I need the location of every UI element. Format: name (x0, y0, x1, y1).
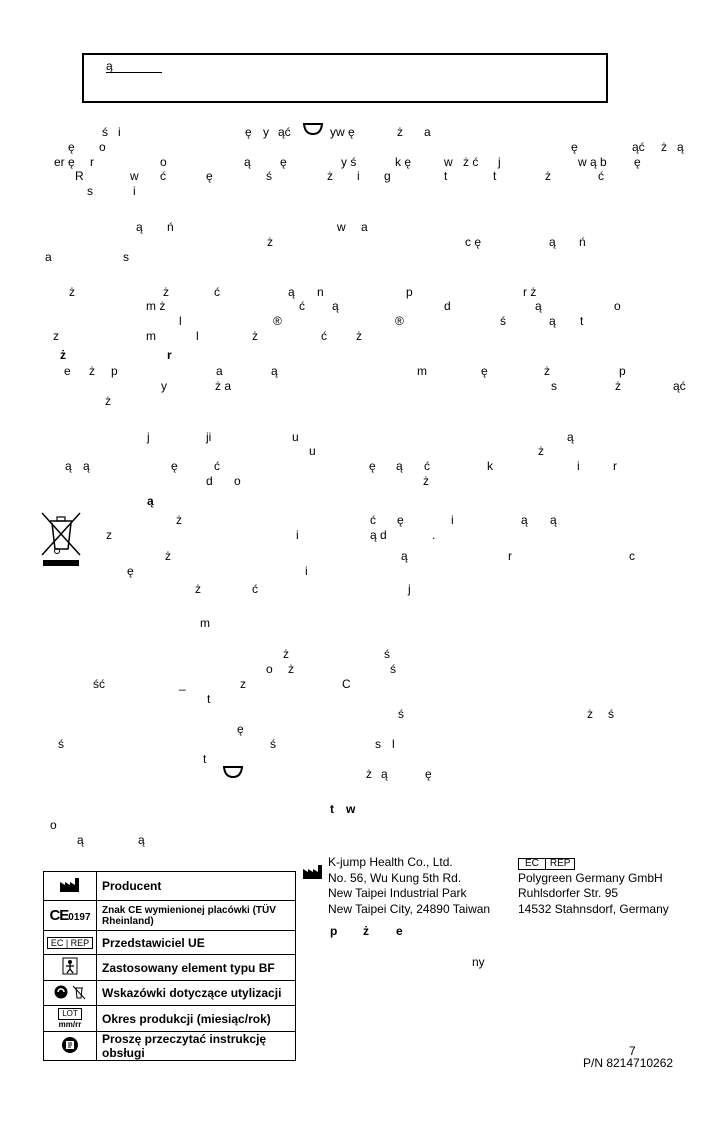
text-fragment: ąć (632, 140, 645, 154)
text-fragment: o (99, 140, 106, 154)
symbol-row (44, 1032, 296, 1061)
text-fragment: s (87, 184, 93, 198)
text-fragment: t (207, 692, 211, 706)
text-fragment: o (160, 155, 167, 169)
text-fragment: ą (83, 459, 90, 473)
text-fragment: ę (397, 513, 404, 527)
text-fragment: ż (545, 169, 551, 183)
text-fragment: m (417, 364, 427, 378)
text-fragment: k (487, 459, 493, 473)
ec-rep-badge-right: REP (546, 858, 576, 870)
text-fragment: i (451, 513, 454, 527)
text-fragment: ś (398, 707, 404, 721)
text-fragment: e (64, 364, 71, 378)
text-fragment: z (53, 329, 59, 343)
text-fragment: n (317, 285, 324, 299)
text-fragment: ę (68, 140, 75, 154)
text-fragment: ą (677, 140, 684, 154)
ec-rep-icon: EC | REP (44, 931, 97, 955)
text-fragment: ś (266, 169, 272, 183)
header-box-text: ą (106, 59, 113, 73)
text-fragment: l (196, 329, 199, 343)
text-fragment: l (179, 314, 182, 328)
text-fragment: ąć (673, 379, 686, 393)
text-fragment: g (384, 169, 391, 183)
factory-icon (44, 872, 97, 901)
text-fragment: j (408, 582, 411, 596)
text-fragment: i (133, 184, 136, 198)
text-fragment: ę (127, 564, 134, 578)
ec-rep-badge-left: EC (518, 858, 546, 870)
text-fragment: ą (271, 364, 278, 378)
text-fragment: m (200, 616, 210, 630)
text-fragment: ą (567, 430, 574, 444)
text-fragment: ą (77, 833, 84, 847)
text-fragment: ą (332, 299, 339, 313)
text-fragment: ść (93, 677, 105, 691)
ec-rep-line: Polygreen Germany GmbH (518, 870, 663, 885)
ec-rep-line: Ruhlsdorfer Str. 95 (518, 886, 619, 900)
probe-tip-icon (222, 766, 244, 778)
text-fragment: ą (401, 549, 408, 563)
text-fragment: r (613, 459, 617, 473)
text-fragment: ż (252, 329, 258, 343)
symbol-row (44, 931, 296, 955)
text-fragment: a (361, 220, 368, 234)
manufacturer-address (328, 855, 490, 917)
text-fragment: ą (381, 767, 388, 781)
lot-icon: LOT mm/rr (44, 1006, 97, 1032)
symbol-label: Zastosowany element typu BF (97, 955, 296, 981)
text-fragment: o (614, 299, 621, 313)
text-fragment: p (111, 364, 118, 378)
text-fragment: yw ę (330, 125, 355, 139)
text-fragment: w (337, 220, 346, 234)
header-box (82, 53, 608, 103)
text-fragment: ą (549, 235, 556, 249)
text-fragment: ą (138, 833, 145, 847)
text-fragment: t (444, 169, 448, 183)
text-fragment: i (577, 459, 580, 473)
text-fragment: ż (165, 549, 171, 563)
text-fragment: ę (425, 767, 432, 781)
text-fragment: i (357, 169, 360, 183)
text-fragment: a (424, 125, 431, 139)
text-fragment: ż (538, 444, 544, 458)
text-fragment: j (498, 155, 501, 169)
text-fragment: ń (167, 220, 174, 234)
text-fragment: ż (366, 767, 372, 781)
text-fragment: z (240, 677, 246, 691)
ec-rep-line: 14532 Stahnsdorf, Germany (518, 901, 669, 916)
text-fragment: t (493, 169, 497, 183)
text-fragment: m ż (146, 299, 166, 313)
text-fragment: s (551, 379, 557, 393)
text-fragment: ę (280, 155, 287, 169)
text-fragment: y (263, 125, 269, 139)
text-fragment: ą (550, 513, 557, 527)
symbol-label: Okres produkcji (miesiąc/rok) (97, 1006, 296, 1032)
text-fragment: ą (65, 459, 72, 473)
text-fragment: r ż (523, 285, 537, 299)
recycle-icon (44, 981, 97, 1006)
text-fragment: u (292, 430, 299, 444)
part-number: P/N 8214710262 (583, 1056, 674, 1070)
text-fragment: ę (481, 364, 488, 378)
text-fragment: ż (544, 364, 550, 378)
text-fragment: ż (288, 662, 294, 676)
text-fragment: l (392, 737, 395, 751)
text-fragment: j (147, 430, 150, 444)
symbol-label: Producent (97, 872, 296, 901)
manufacturer-line: New Taipei City, 24890 Taiwan (328, 901, 491, 916)
text-fragment: e (396, 924, 403, 938)
text-fragment: m (146, 329, 156, 343)
symbol-label: Proszę przeczytać instrukcję obsługi (97, 1032, 296, 1061)
text-fragment: _ (179, 677, 186, 691)
ce-mark-icon: CE0197 (44, 901, 97, 931)
text-fragment: R (75, 169, 84, 183)
text-fragment: r (508, 549, 512, 563)
text-fragment: s (375, 737, 381, 751)
text-fragment: ji (206, 430, 212, 444)
text-fragment: er ę (54, 155, 75, 169)
text-fragment: t (203, 752, 207, 766)
text-fragment: ś (58, 737, 64, 751)
text-fragment: ą d (370, 528, 387, 542)
text-fragment: ą (396, 459, 403, 473)
text-fragment: k ę (395, 155, 412, 169)
text-fragment: ż (69, 285, 75, 299)
manufacturer-line: No. 56, Wu Kung 5th Rd. (328, 870, 462, 885)
text-fragment: ć (252, 582, 258, 596)
text-fragment: ż (60, 348, 66, 362)
text-fragment: ż (89, 364, 95, 378)
text-fragment: ś (102, 125, 108, 139)
text-fragment: i (118, 125, 121, 139)
text-fragment: ż (267, 235, 273, 249)
text-fragment: ż (587, 707, 593, 721)
text-fragment: ę (237, 722, 244, 736)
text-fragment: ć (424, 459, 430, 473)
text-fragment: ś (500, 314, 506, 328)
manufacturer-line: New Taipei Industrial Park (328, 886, 467, 900)
text-fragment: p (619, 364, 626, 378)
probe-tip-icon (302, 123, 324, 135)
text-fragment: o (234, 474, 241, 488)
text-fragment: a (216, 364, 223, 378)
text-fragment: d (444, 299, 451, 313)
text-fragment: ą (136, 220, 143, 234)
text-fragment: ć (321, 329, 327, 343)
text-fragment: ć (214, 285, 220, 299)
text-fragment: p (330, 924, 338, 938)
text-fragment: ż (283, 647, 289, 661)
text-fragment: ś (608, 707, 614, 721)
text-fragment: ąć (278, 125, 291, 139)
text-fragment: ż a (215, 379, 232, 393)
text-fragment: ą (288, 285, 295, 299)
text-fragment: w ą b (578, 155, 607, 169)
text-fragment: ż (163, 285, 169, 299)
text-fragment: ż (176, 513, 182, 527)
symbol-row (44, 981, 296, 1006)
text-fragment: p (406, 285, 413, 299)
text-fragment: ć (160, 169, 166, 183)
text-fragment: y (161, 379, 167, 393)
text-fragment: d (206, 474, 213, 488)
text-fragment: y ś (341, 155, 357, 169)
text-fragment: r (167, 348, 172, 362)
symbol-label: Wskazówki dotyczące utylizacji (97, 981, 296, 1006)
text-fragment: c ę (465, 235, 482, 249)
text-fragment: o (50, 818, 57, 832)
text-fragment: z (106, 528, 112, 542)
text-fragment: a (45, 250, 52, 264)
text-fragment: ę (245, 125, 252, 139)
symbol-label: Przedstawiciel UE (97, 931, 296, 955)
text-fragment: ż ć (463, 155, 479, 169)
text-fragment: C (342, 677, 351, 691)
text-fragment: ą (244, 155, 251, 169)
manufacturer-line: K-jump Health Co., Ltd. (328, 855, 453, 869)
text-fragment: ż (356, 329, 362, 343)
text-fragment: ą (521, 513, 528, 527)
weee-bin-icon (40, 511, 82, 569)
symbols-table (43, 871, 296, 1061)
text-fragment: ć (598, 169, 604, 183)
factory-icon (302, 864, 324, 880)
text-fragment: w (130, 169, 139, 183)
text-fragment: s (123, 250, 129, 264)
ec-rep-address (518, 855, 669, 917)
text-fragment: ć (370, 513, 376, 527)
symbol-row (44, 955, 296, 981)
text-fragment: t (580, 314, 584, 328)
text-fragment: i (305, 564, 308, 578)
text-fragment: u (309, 444, 316, 458)
text-fragment: r (90, 155, 94, 169)
text-fragment: ś (384, 647, 390, 661)
text-fragment: ę (571, 140, 578, 154)
text-fragment: c (629, 549, 635, 563)
page-number: 7 (629, 1044, 636, 1058)
text-fragment: ż (615, 379, 621, 393)
text-fragment: ą (549, 314, 556, 328)
text-fragment: ® (395, 314, 404, 328)
symbol-label: Znak CE wymienionej placówki (TÜV Rheinland) (97, 901, 296, 931)
text-fragment: ę (369, 459, 376, 473)
text-fragment: ż (195, 582, 201, 596)
text-fragment: ś (390, 662, 396, 676)
bf-part-icon (44, 955, 97, 981)
text-fragment: o (266, 662, 273, 676)
text-fragment: ń (579, 235, 586, 249)
header-underline (106, 72, 162, 73)
text-fragment: w (444, 155, 453, 169)
text-fragment: ż (661, 140, 667, 154)
text-fragment: ż (423, 474, 429, 488)
text-fragment: ż (327, 169, 333, 183)
text-fragment: ż (363, 924, 369, 938)
text-fragment: ć (214, 459, 220, 473)
text-fragment: i (296, 528, 299, 542)
text-fragment: ż (397, 125, 403, 139)
text-fragment: ę (634, 155, 641, 169)
symbol-row (44, 901, 296, 931)
text-fragment: ą (147, 494, 154, 508)
text-fragment: w (346, 802, 356, 816)
text-fragment: ś (270, 737, 276, 751)
text-fragment: ® (273, 314, 282, 328)
manual-icon (44, 1032, 97, 1061)
symbol-row (44, 1006, 296, 1032)
text-fragment: ę (171, 459, 178, 473)
text-fragment: ę (206, 169, 213, 183)
text-fragment: ny (472, 955, 485, 969)
text-fragment: ć (299, 299, 305, 313)
text-fragment: ą (535, 299, 542, 313)
symbol-row (44, 872, 296, 901)
text-fragment: . (432, 528, 436, 542)
text-fragment: t (330, 802, 334, 816)
text-fragment: ż (105, 394, 111, 408)
